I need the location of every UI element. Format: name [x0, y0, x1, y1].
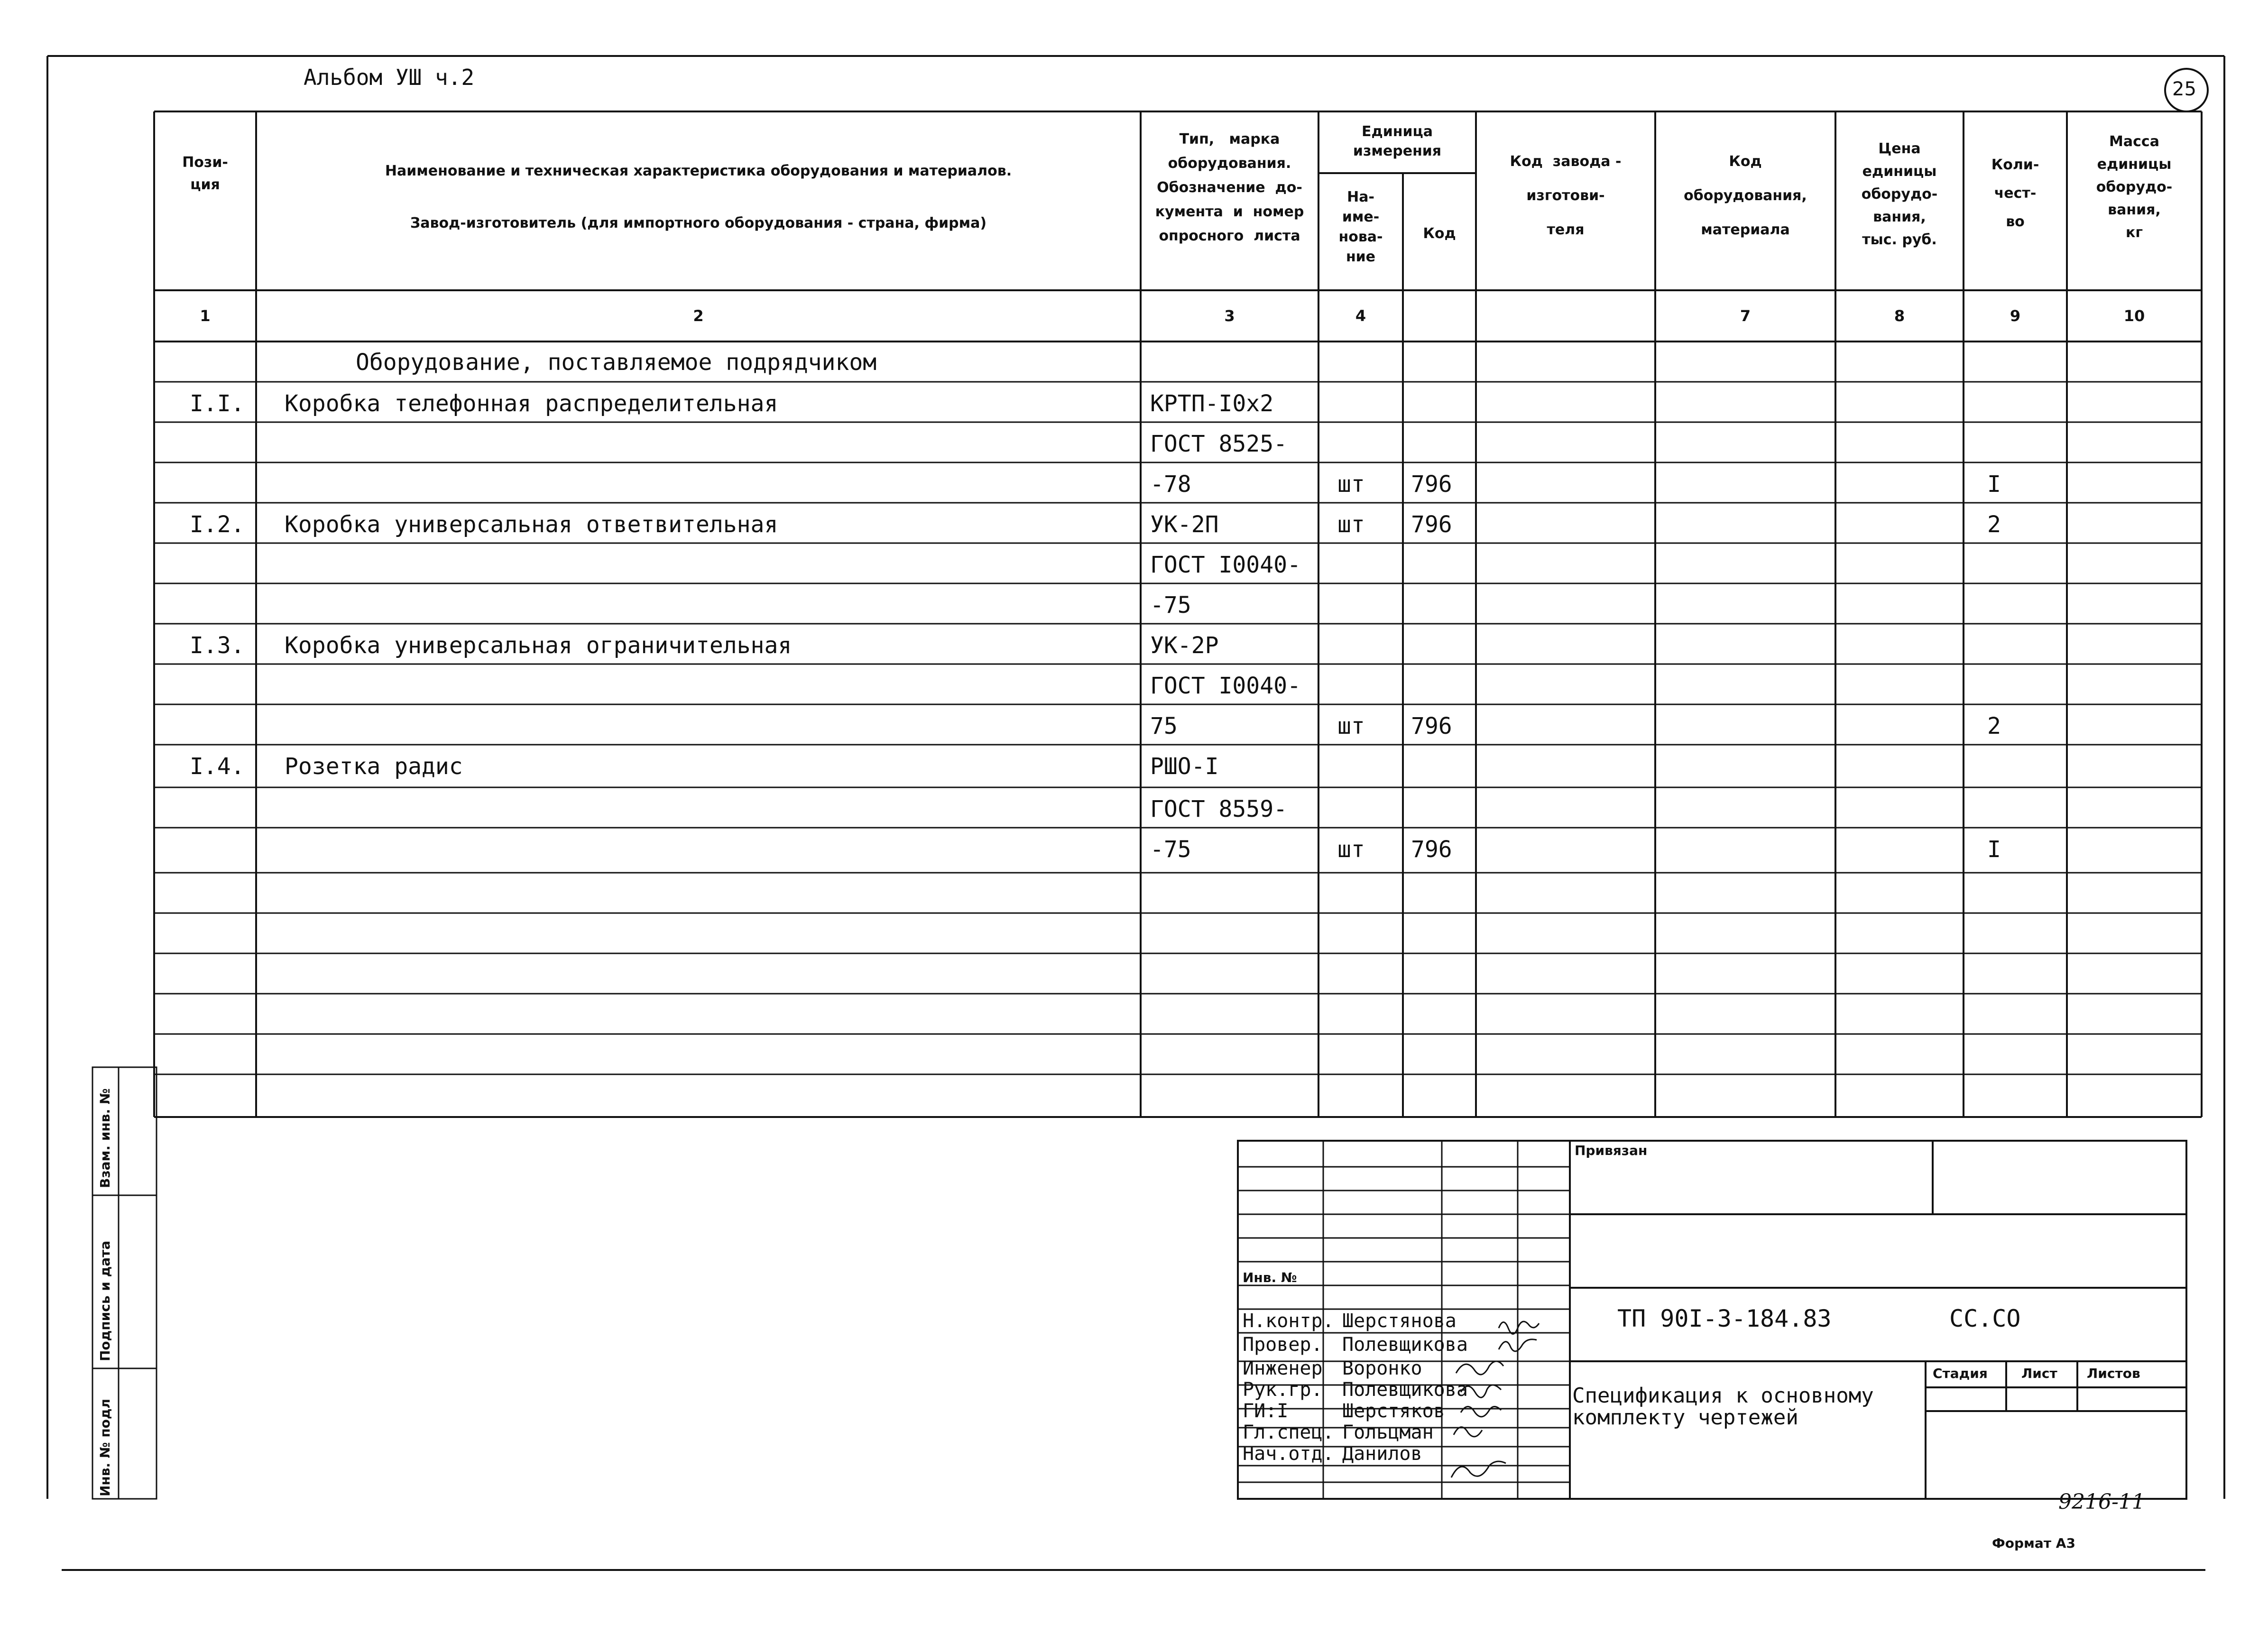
row-unit: шт — [1337, 836, 1365, 863]
row-unit: шт — [1337, 511, 1365, 538]
colnum-3: 3 — [1224, 307, 1235, 325]
colnum-10: 10 — [2123, 307, 2145, 325]
header-unit-group: Единица измерения — [1353, 123, 1442, 159]
row-position: I.I. — [190, 390, 245, 417]
signer-name: Полевщикова — [1342, 1334, 1468, 1356]
bottom-number: 9216-11 — [2058, 1490, 2145, 1514]
header-unit-name: На- име- нова- ние — [1338, 189, 1383, 265]
tb-inv-no: Инв. № — [1243, 1270, 1297, 1285]
signer-name: Полевщикова — [1342, 1379, 1468, 1401]
row-type: ГОСТ 8559- — [1150, 796, 1287, 822]
row-type: УК-2П — [1150, 511, 1219, 538]
header-type: Тип, марка оборудования. Обозначение до- кумента и номер опросного листа — [1155, 131, 1304, 244]
format-label: Формат А3 — [1992, 1535, 2075, 1551]
row-unit: шт — [1337, 471, 1365, 498]
signer-role: Гл.спец. — [1243, 1422, 1334, 1443]
tb-stage-label: Стадия — [1933, 1366, 1988, 1381]
row-position: I.3. — [190, 632, 245, 659]
header-quantity: Коли- чест- во — [1991, 157, 2039, 230]
stamp-inv-no: Инв. № подл — [97, 1398, 113, 1496]
header-position: Пози- ция — [182, 154, 228, 193]
header-plant-code: Код завода - изготови- теля — [1510, 153, 1622, 238]
row-unit: шт — [1337, 713, 1365, 739]
tb-title: Спецификация к основному комплекту чертежей — [1572, 1384, 1874, 1430]
row-type: РШО-I — [1150, 753, 1219, 780]
header-mass: Масса единицы оборудо- вания, кг — [2096, 133, 2173, 241]
tb-privyazan: Привязан — [1575, 1143, 1648, 1158]
row-name: Коробка универсальная ответвительная — [285, 511, 778, 538]
row-type: ГОСТ I0040- — [1150, 552, 1301, 578]
page-number: 25 — [2172, 78, 2196, 100]
signer-name: Шерстяков — [1342, 1400, 1445, 1422]
row-quantity: 2 — [1987, 713, 2001, 739]
row-quantity: I — [1987, 471, 2001, 498]
row-type: 75 — [1150, 713, 1178, 739]
signer-role: ГИ:I — [1243, 1400, 1289, 1422]
section-title: Оборудование, поставляемое подрядчиком — [356, 349, 877, 376]
row-name: Коробка телефонная распределительная — [285, 390, 778, 417]
signer-role: Провер. — [1243, 1334, 1323, 1356]
row-type: УК-2Р — [1150, 632, 1219, 659]
header-name-line1: Наименование и техническая характеристика оборудования и материалов. — [385, 163, 1012, 179]
row-unit-code: 796 — [1411, 836, 1452, 863]
colnum-9: 9 — [2010, 307, 2021, 325]
row-type: КРТП-I0х2 — [1150, 390, 1274, 417]
tb-doc-code: ТП 90I-3-184.83 — [1617, 1305, 1832, 1332]
row-quantity: 2 — [1987, 511, 2001, 538]
signer-role: Нач.отд. — [1243, 1443, 1334, 1465]
signer-name: Данилов — [1342, 1443, 1422, 1465]
header-name-line2: Завод-изготовитель (для импортного оборудования - страна, фирма) — [410, 215, 987, 231]
signer-name: Гольцман — [1342, 1422, 1434, 1443]
album-label: Альбом УШ ч.2 — [304, 65, 475, 90]
signer-role: Н.контр. — [1243, 1310, 1334, 1332]
colnum-1: 1 — [200, 307, 211, 325]
row-type: -75 — [1150, 836, 1191, 863]
colnum-4: 4 — [1355, 307, 1366, 325]
row-type: ГОСТ 8525- — [1150, 431, 1287, 457]
signer-role: Инженер — [1243, 1357, 1323, 1379]
row-type: -78 — [1150, 471, 1191, 498]
colnum-7: 7 — [1740, 307, 1751, 325]
row-type: ГОСТ I0040- — [1150, 673, 1301, 699]
header-price: Цена единицы оборудо- вания, тыс. руб. — [1861, 140, 1938, 248]
colnum-8: 8 — [1894, 307, 1905, 325]
row-type: -75 — [1150, 592, 1191, 619]
row-position: I.2. — [190, 511, 245, 538]
row-position: I.4. — [190, 753, 245, 780]
header-unit-code: Код — [1423, 225, 1456, 242]
tb-sheets-label: Листов — [2087, 1366, 2140, 1381]
row-unit-code: 796 — [1411, 713, 1452, 739]
stamp-sign-date: Подпись и дата — [97, 1240, 113, 1361]
signer-name: Шерстянова — [1342, 1310, 1457, 1332]
tb-sheet-label: Лист — [2021, 1366, 2057, 1381]
row-name: Коробка универсальная ограничительная — [285, 632, 792, 659]
header-equipment-code: Код оборудования, материала — [1684, 153, 1807, 238]
signer-role: Рук.гр. — [1243, 1379, 1323, 1401]
colnum-2: 2 — [693, 307, 704, 325]
row-unit-code: 796 — [1411, 511, 1452, 538]
signer-name: Воронко — [1342, 1357, 1422, 1379]
tb-sheet-code: СС.СО — [1949, 1305, 2021, 1332]
stamp-vzam: Взам. инв. № — [97, 1088, 113, 1188]
row-name: Розетка радис — [285, 753, 463, 780]
row-unit-code: 796 — [1411, 471, 1452, 498]
row-quantity: I — [1987, 836, 2001, 863]
